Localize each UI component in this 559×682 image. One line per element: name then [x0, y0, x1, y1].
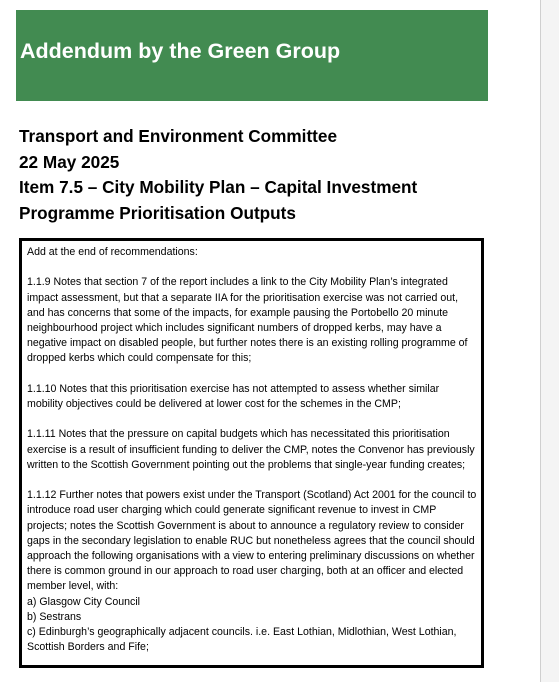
- addendum-text-box: [19, 238, 484, 668]
- item-title-line-2: Programme Prioritisation Outputs: [19, 202, 296, 223]
- addendum-intro: Add at the end of recommendations:: [27, 246, 198, 258]
- committee-name: Transport and Environment Committee: [19, 126, 338, 146]
- paragraph-1-1-9: 1.1.9 Notes that section 7 of the report includes a link to the City Mobility Plan’s integrated impact assessment, but that a separate IIA for the prioritisation exercise was not carried out, and has concerns that some of the impacts, for example pausing the Portobello 20 minute neighbourhood project which includes significant numbers of dropped kerbs, may have a negative impact on disabled people, but further notes there is an existing rolling programme of dropped kerbs which could compensate for this;: [27, 276, 468, 365]
- meeting-date: 22 May 2025: [19, 151, 120, 172]
- paragraph-1-1-12: 1.1.12 Further notes that powers exist under the Transport (Scotland) Act 2001 for the council to introduce road user charging which could generate significant revenue to invest in CMP projects; notes the Scottish Government is about to announce a regulatory review to consider gaps in the secondary legislation to enable RUC but nonetheless agrees that the council should approach the following organisations with a view to entering preliminary discussions on whether there is common ground in our approach to road user charging, both at an officer and elected member level, with:: [27, 489, 477, 593]
- list-item: c) Edinburgh’s geographically adjacent councils. i.e. East Lothian, Midlothian, West Lothian, Scottish Borders and Fife;: [27, 626, 457, 654]
- list-item: b) Sestrans: [27, 610, 82, 623]
- document-heading: [19, 124, 519, 226]
- banner-title: Addendum by the Green Group: [20, 39, 341, 63]
- item-title-line-1: Item 7.5 – City Mobility Plan – Capital Investment: [19, 177, 418, 197]
- viewer-gutter: [541, 0, 559, 682]
- list-item: a) Glasgow City Council: [27, 595, 141, 608]
- addendum-banner: [16, 10, 488, 101]
- paragraph-1-1-10: 1.1.10 Notes that this prioritisation exercise has not attempted to assess whether similar mobility objectives could be delivered at lower cost for the schemes in the CMP;: [27, 382, 440, 410]
- organisation-list: [27, 595, 478, 656]
- paragraph-1-1-11: 1.1.11 Notes that the pressure on capital budgets which has necessitated this prioritisation exercise is a result of insufficient funding to deliver the CMP, notes the Convenor has previously written to the Scottish Government pointing out the problems that single-year funding creates;: [27, 428, 475, 471]
